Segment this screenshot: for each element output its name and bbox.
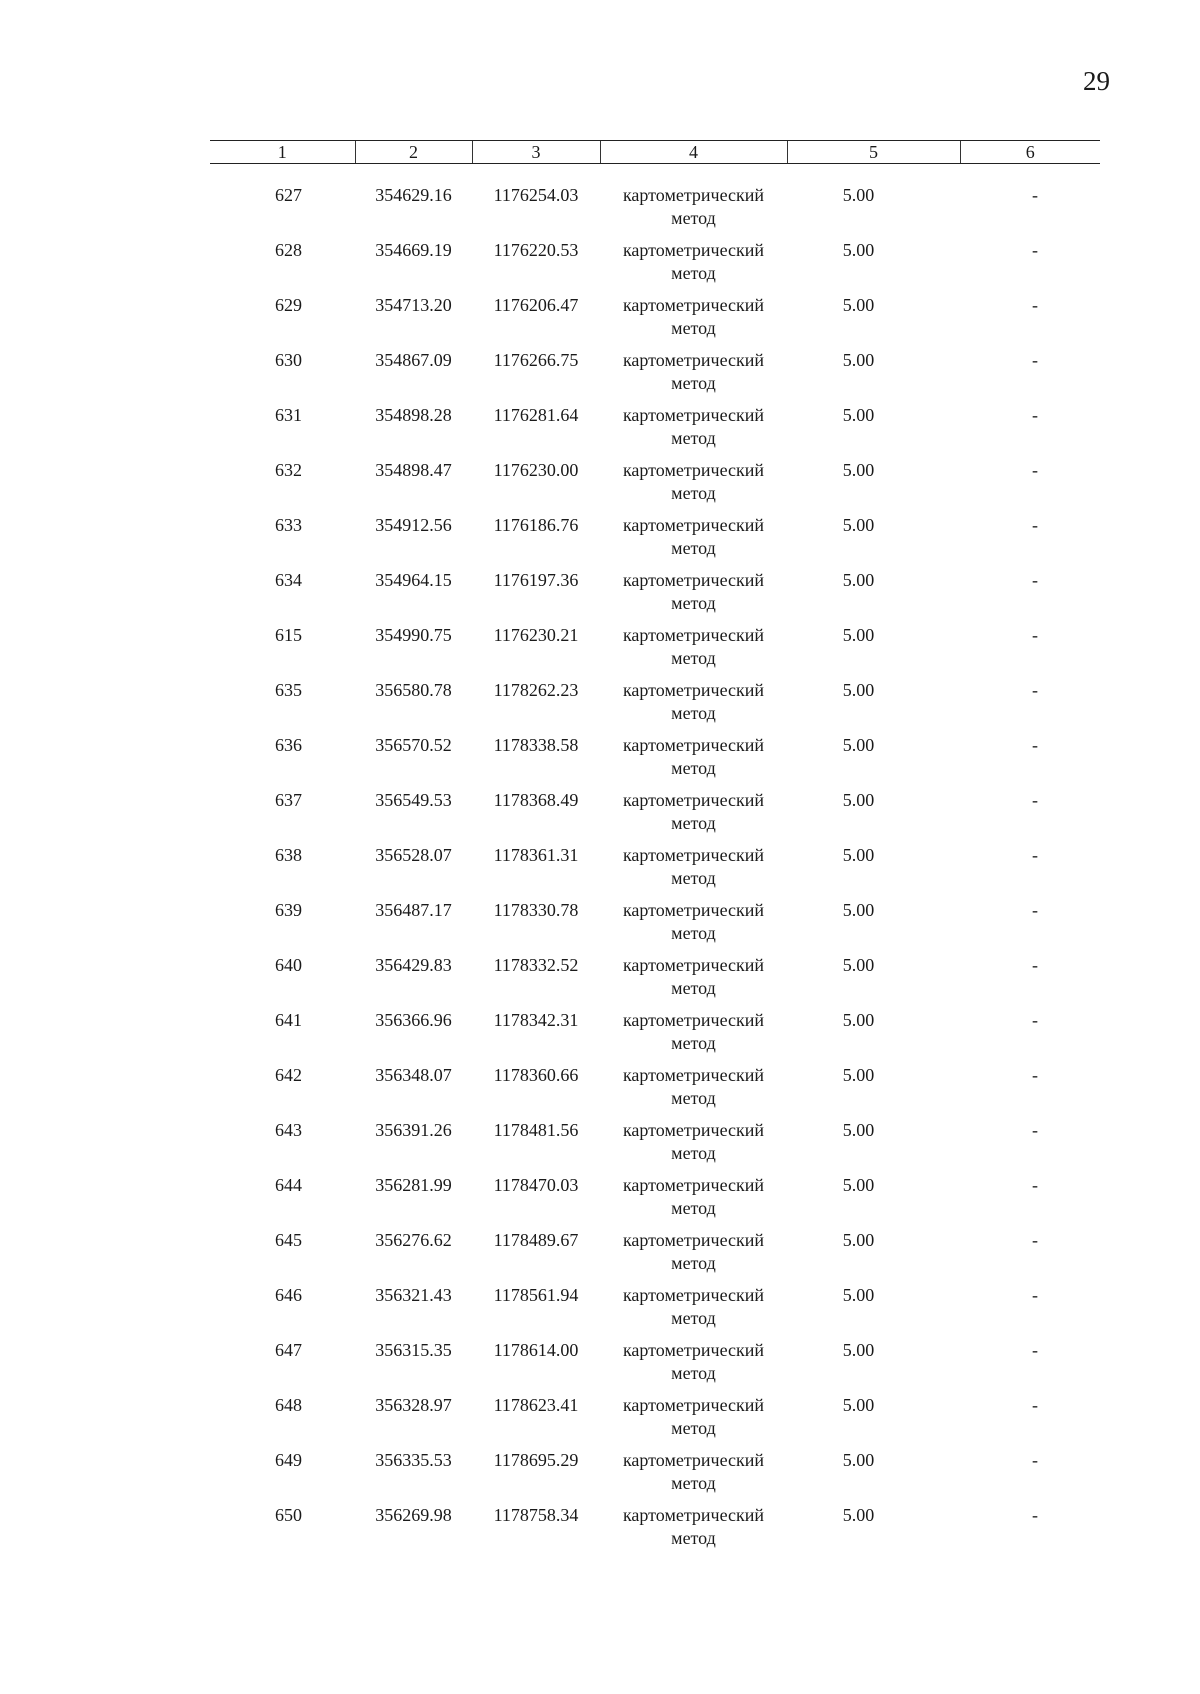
point-number-cell: 644 xyxy=(275,1175,302,1195)
method-line-2: метод xyxy=(671,208,716,228)
accuracy-cell: 5.00 xyxy=(842,350,875,370)
y-coordinate-cell: 1178470.03 xyxy=(493,1175,579,1195)
method-cell xyxy=(600,404,787,459)
accuracy-cell: 5.00 xyxy=(842,625,875,645)
method-line-2: метод xyxy=(671,1088,716,1108)
method-line-2: метод xyxy=(671,1418,716,1438)
method-line-2: метод xyxy=(671,1308,716,1328)
method-cell xyxy=(600,734,787,789)
method-line-1: картометрический xyxy=(622,900,765,920)
accuracy-cell: 5.00 xyxy=(842,900,875,920)
accuracy-cell: 5.00 xyxy=(842,1230,875,1250)
method-line-1: картометрический xyxy=(622,1120,765,1140)
point-number-cell: 632 xyxy=(275,460,302,480)
table-row xyxy=(210,624,1100,679)
method-line-1: картометрический xyxy=(622,460,765,480)
table-row xyxy=(210,954,1100,1009)
x-coordinate-cell: 354867.09 xyxy=(375,350,452,370)
x-coordinate-cell: 354964.15 xyxy=(375,570,452,590)
y-coordinate-cell: 1178368.49 xyxy=(493,790,579,810)
x-coordinate-cell: 354990.75 xyxy=(375,625,452,645)
accuracy-cell: 5.00 xyxy=(842,1065,875,1085)
point-number-cell: 646 xyxy=(275,1285,302,1305)
method-cell xyxy=(600,184,787,239)
note-cell: - xyxy=(1032,1175,1038,1195)
note-cell: - xyxy=(1032,1230,1038,1250)
note-cell: - xyxy=(1032,515,1038,535)
point-number-cell: 638 xyxy=(275,845,302,865)
method-line-2: метод xyxy=(671,318,716,338)
accuracy-cell: 5.00 xyxy=(842,460,875,480)
y-coordinate-cell: 1178614.00 xyxy=(493,1340,579,1360)
table-header-row xyxy=(210,141,1100,164)
method-line-2: метод xyxy=(671,263,716,283)
accuracy-cell: 5.00 xyxy=(842,680,875,700)
method-line-2: метод xyxy=(671,1363,716,1383)
accuracy-cell: 5.00 xyxy=(842,405,875,425)
method-cell xyxy=(600,239,787,294)
table-row xyxy=(210,1504,1100,1559)
x-coordinate-cell: 356328.97 xyxy=(375,1395,452,1415)
x-coordinate-cell: 354898.47 xyxy=(375,460,452,480)
x-coordinate-cell: 356549.53 xyxy=(375,790,452,810)
point-number-cell: 647 xyxy=(275,1340,302,1360)
method-line-2: метод xyxy=(671,1198,716,1218)
y-coordinate-cell: 1176206.47 xyxy=(493,295,579,315)
point-number-cell: 630 xyxy=(275,350,302,370)
y-coordinate-cell: 1176254.03 xyxy=(493,185,579,205)
x-coordinate-cell: 356276.62 xyxy=(375,1230,452,1250)
method-line-1: картометрический xyxy=(622,1065,765,1085)
accuracy-cell: 5.00 xyxy=(842,240,875,260)
method-cell xyxy=(600,1449,787,1504)
table-header xyxy=(210,141,1100,164)
table-row xyxy=(210,679,1100,734)
table-row xyxy=(210,899,1100,954)
point-number-cell: 636 xyxy=(275,735,302,755)
note-cell: - xyxy=(1032,240,1038,260)
method-line-1: картометрический xyxy=(622,680,765,700)
accuracy-cell: 5.00 xyxy=(842,1450,875,1470)
x-coordinate-cell: 356281.99 xyxy=(375,1175,452,1195)
method-line-2: метод xyxy=(671,1033,716,1053)
y-coordinate-cell: 1178695.29 xyxy=(493,1450,579,1470)
note-cell: - xyxy=(1032,350,1038,370)
y-coordinate-cell: 1176220.53 xyxy=(493,240,579,260)
method-cell xyxy=(600,954,787,1009)
method-cell xyxy=(600,1229,787,1284)
note-cell: - xyxy=(1032,405,1038,425)
method-line-1: картометрический xyxy=(622,515,765,535)
method-line-1: картометрический xyxy=(622,735,765,755)
method-cell xyxy=(600,1339,787,1394)
table-row xyxy=(210,789,1100,844)
method-cell xyxy=(600,844,787,899)
method-line-2: метод xyxy=(671,1473,716,1493)
method-cell xyxy=(600,569,787,624)
point-number-cell: 615 xyxy=(275,625,302,645)
method-cell xyxy=(600,1284,787,1339)
method-line-2: метод xyxy=(671,593,716,613)
method-line-1: картометрический xyxy=(622,1395,765,1415)
accuracy-cell: 5.00 xyxy=(842,845,875,865)
method-line-1: картометрический xyxy=(622,1505,765,1525)
method-cell xyxy=(600,1504,787,1559)
y-coordinate-cell: 1176281.64 xyxy=(493,405,579,425)
point-number-cell: 642 xyxy=(275,1065,302,1085)
method-line-1: картометрический xyxy=(622,790,765,810)
y-coordinate-cell: 1178361.31 xyxy=(493,845,579,865)
y-coordinate-cell: 1176266.75 xyxy=(493,350,579,370)
accuracy-cell: 5.00 xyxy=(842,1120,875,1140)
y-coordinate-cell: 1178332.52 xyxy=(493,955,579,975)
method-cell xyxy=(600,789,787,844)
y-coordinate-cell: 1176186.76 xyxy=(493,515,579,535)
table-row xyxy=(210,294,1100,349)
table-row xyxy=(210,1009,1100,1064)
method-line-2: метод xyxy=(671,758,716,778)
x-coordinate-cell: 356315.35 xyxy=(375,1340,452,1360)
x-coordinate-cell: 356429.83 xyxy=(375,955,452,975)
y-coordinate-cell: 1178342.31 xyxy=(493,1010,579,1030)
point-number-cell: 643 xyxy=(275,1120,302,1140)
point-number-cell: 635 xyxy=(275,680,302,700)
method-line-2: метод xyxy=(671,923,716,943)
x-coordinate-cell: 354912.56 xyxy=(375,515,452,535)
point-number-cell: 634 xyxy=(275,570,302,590)
table-row xyxy=(210,1394,1100,1449)
point-number-cell: 645 xyxy=(275,1230,302,1250)
column-header-4: 4 xyxy=(600,141,787,164)
accuracy-cell: 5.00 xyxy=(842,1175,875,1195)
method-line-2: метод xyxy=(671,978,716,998)
method-line-1: картометрический xyxy=(622,955,765,975)
x-coordinate-cell: 356570.52 xyxy=(375,735,452,755)
method-cell xyxy=(600,1119,787,1174)
method-line-1: картометрический xyxy=(622,1010,765,1030)
method-line-1: картометрический xyxy=(622,1175,765,1195)
x-coordinate-cell: 356321.43 xyxy=(375,1285,452,1305)
point-number-cell: 640 xyxy=(275,955,302,975)
method-line-1: картометрический xyxy=(622,240,765,260)
method-cell xyxy=(600,294,787,349)
point-number-cell: 631 xyxy=(275,405,302,425)
note-cell: - xyxy=(1032,900,1038,920)
note-cell: - xyxy=(1032,680,1038,700)
method-line-1: картометрический xyxy=(622,570,765,590)
method-line-1: картометрический xyxy=(622,1230,765,1250)
point-number-cell: 649 xyxy=(275,1450,302,1470)
table-spacer xyxy=(210,164,1100,185)
table-row xyxy=(210,514,1100,569)
point-number-cell: 641 xyxy=(275,1010,302,1030)
table-row xyxy=(210,404,1100,459)
method-cell xyxy=(600,459,787,514)
accuracy-cell: 5.00 xyxy=(842,1395,875,1415)
note-cell: - xyxy=(1032,1505,1038,1525)
table-row xyxy=(210,349,1100,404)
table-row xyxy=(210,1174,1100,1229)
accuracy-cell: 5.00 xyxy=(842,515,875,535)
x-coordinate-cell: 356391.26 xyxy=(375,1120,452,1140)
method-line-2: метод xyxy=(671,813,716,833)
method-cell xyxy=(600,679,787,734)
y-coordinate-cell: 1178623.41 xyxy=(493,1395,579,1415)
coordinates-table xyxy=(210,140,1100,1559)
table-row xyxy=(210,844,1100,899)
accuracy-cell: 5.00 xyxy=(842,1505,875,1525)
table-row xyxy=(210,1284,1100,1339)
method-line-1: картометрический xyxy=(622,625,765,645)
method-line-1: картометрический xyxy=(622,1340,765,1360)
note-cell: - xyxy=(1032,1065,1038,1085)
method-cell xyxy=(600,624,787,679)
method-cell xyxy=(600,349,787,404)
method-cell xyxy=(600,1064,787,1119)
x-coordinate-cell: 356487.17 xyxy=(375,900,452,920)
method-line-2: метод xyxy=(671,1143,716,1163)
x-coordinate-cell: 354898.28 xyxy=(375,405,452,425)
table-row xyxy=(210,1064,1100,1119)
y-coordinate-cell: 1178489.67 xyxy=(493,1230,579,1250)
method-line-2: метод xyxy=(671,703,716,723)
x-coordinate-cell: 356269.98 xyxy=(375,1505,452,1525)
table-row xyxy=(210,569,1100,624)
accuracy-cell: 5.00 xyxy=(842,790,875,810)
note-cell: - xyxy=(1032,955,1038,975)
note-cell: - xyxy=(1032,1120,1038,1140)
method-line-1: картометрический xyxy=(622,185,765,205)
x-coordinate-cell: 356580.78 xyxy=(375,680,452,700)
note-cell: - xyxy=(1032,845,1038,865)
x-coordinate-cell: 354669.19 xyxy=(375,240,452,260)
note-cell: - xyxy=(1032,1285,1038,1305)
method-line-2: метод xyxy=(671,538,716,558)
method-line-1: картометрический xyxy=(622,405,765,425)
y-coordinate-cell: 1178561.94 xyxy=(493,1285,579,1305)
accuracy-cell: 5.00 xyxy=(842,570,875,590)
column-header-1: 1 xyxy=(210,141,355,164)
point-number-cell: 627 xyxy=(275,185,302,205)
accuracy-cell: 5.00 xyxy=(842,295,875,315)
note-cell: - xyxy=(1032,295,1038,315)
method-cell xyxy=(600,899,787,954)
table-row xyxy=(210,1449,1100,1504)
table-row xyxy=(210,1229,1100,1284)
point-number-cell: 633 xyxy=(275,515,302,535)
table-row xyxy=(210,1339,1100,1394)
method-line-1: картометрический xyxy=(622,1450,765,1470)
point-number-cell: 648 xyxy=(275,1395,302,1415)
accuracy-cell: 5.00 xyxy=(842,735,875,755)
point-number-cell: 637 xyxy=(275,790,302,810)
method-line-2: метод xyxy=(671,428,716,448)
point-number-cell: 629 xyxy=(275,295,302,315)
note-cell: - xyxy=(1032,460,1038,480)
method-line-1: картометрический xyxy=(622,295,765,315)
method-line-2: метод xyxy=(671,1253,716,1273)
note-cell: - xyxy=(1032,1340,1038,1360)
y-coordinate-cell: 1176230.21 xyxy=(493,625,579,645)
y-coordinate-cell: 1178338.58 xyxy=(493,735,579,755)
table-row xyxy=(210,734,1100,789)
y-coordinate-cell: 1176230.00 xyxy=(493,460,579,480)
method-line-1: картометрический xyxy=(622,350,765,370)
note-cell: - xyxy=(1032,185,1038,205)
y-coordinate-cell: 1178758.34 xyxy=(493,1505,579,1525)
accuracy-cell: 5.00 xyxy=(842,1340,875,1360)
x-coordinate-cell: 356335.53 xyxy=(375,1450,452,1470)
table-row xyxy=(210,1119,1100,1174)
note-cell: - xyxy=(1032,790,1038,810)
x-coordinate-cell: 354713.20 xyxy=(375,295,452,315)
method-line-2: метод xyxy=(671,868,716,888)
method-line-1: картометрический xyxy=(622,1285,765,1305)
note-cell: - xyxy=(1032,735,1038,755)
accuracy-cell: 5.00 xyxy=(842,955,875,975)
y-coordinate-cell: 1178330.78 xyxy=(493,900,579,920)
table-body xyxy=(210,164,1100,1560)
x-coordinate-cell: 356528.07 xyxy=(375,845,452,865)
table-row xyxy=(210,239,1100,294)
accuracy-cell: 5.00 xyxy=(842,185,875,205)
y-coordinate-cell: 1178262.23 xyxy=(493,680,579,700)
table-row xyxy=(210,459,1100,514)
point-number-cell: 628 xyxy=(275,240,302,260)
x-coordinate-cell: 356366.96 xyxy=(375,1010,452,1030)
column-header-5: 5 xyxy=(787,141,960,164)
method-cell xyxy=(600,514,787,569)
accuracy-cell: 5.00 xyxy=(842,1010,875,1030)
method-cell xyxy=(600,1394,787,1449)
method-line-2: метод xyxy=(671,373,716,393)
method-line-2: метод xyxy=(671,483,716,503)
table-row xyxy=(210,184,1100,239)
method-line-2: метод xyxy=(671,1528,716,1548)
y-coordinate-cell: 1178481.56 xyxy=(493,1120,579,1140)
method-cell xyxy=(600,1174,787,1229)
x-coordinate-cell: 356348.07 xyxy=(375,1065,452,1085)
column-header-3: 3 xyxy=(472,141,600,164)
point-number-cell: 650 xyxy=(275,1505,302,1525)
point-number-cell: 639 xyxy=(275,900,302,920)
y-coordinate-cell: 1176197.36 xyxy=(493,570,579,590)
column-header-2: 2 xyxy=(355,141,472,164)
y-coordinate-cell: 1178360.66 xyxy=(493,1065,579,1085)
x-coordinate-cell: 354629.16 xyxy=(375,185,452,205)
page-number: 29 xyxy=(1083,66,1110,96)
method-line-1: картометрический xyxy=(622,845,765,865)
note-cell: - xyxy=(1032,1010,1038,1030)
note-cell: - xyxy=(1032,1450,1038,1470)
accuracy-cell: 5.00 xyxy=(842,1285,875,1305)
method-line-2: метод xyxy=(671,648,716,668)
note-cell: - xyxy=(1032,570,1038,590)
column-header-6: 6 xyxy=(960,141,1100,164)
note-cell: - xyxy=(1032,625,1038,645)
note-cell: - xyxy=(1032,1395,1038,1415)
method-cell xyxy=(600,1009,787,1064)
